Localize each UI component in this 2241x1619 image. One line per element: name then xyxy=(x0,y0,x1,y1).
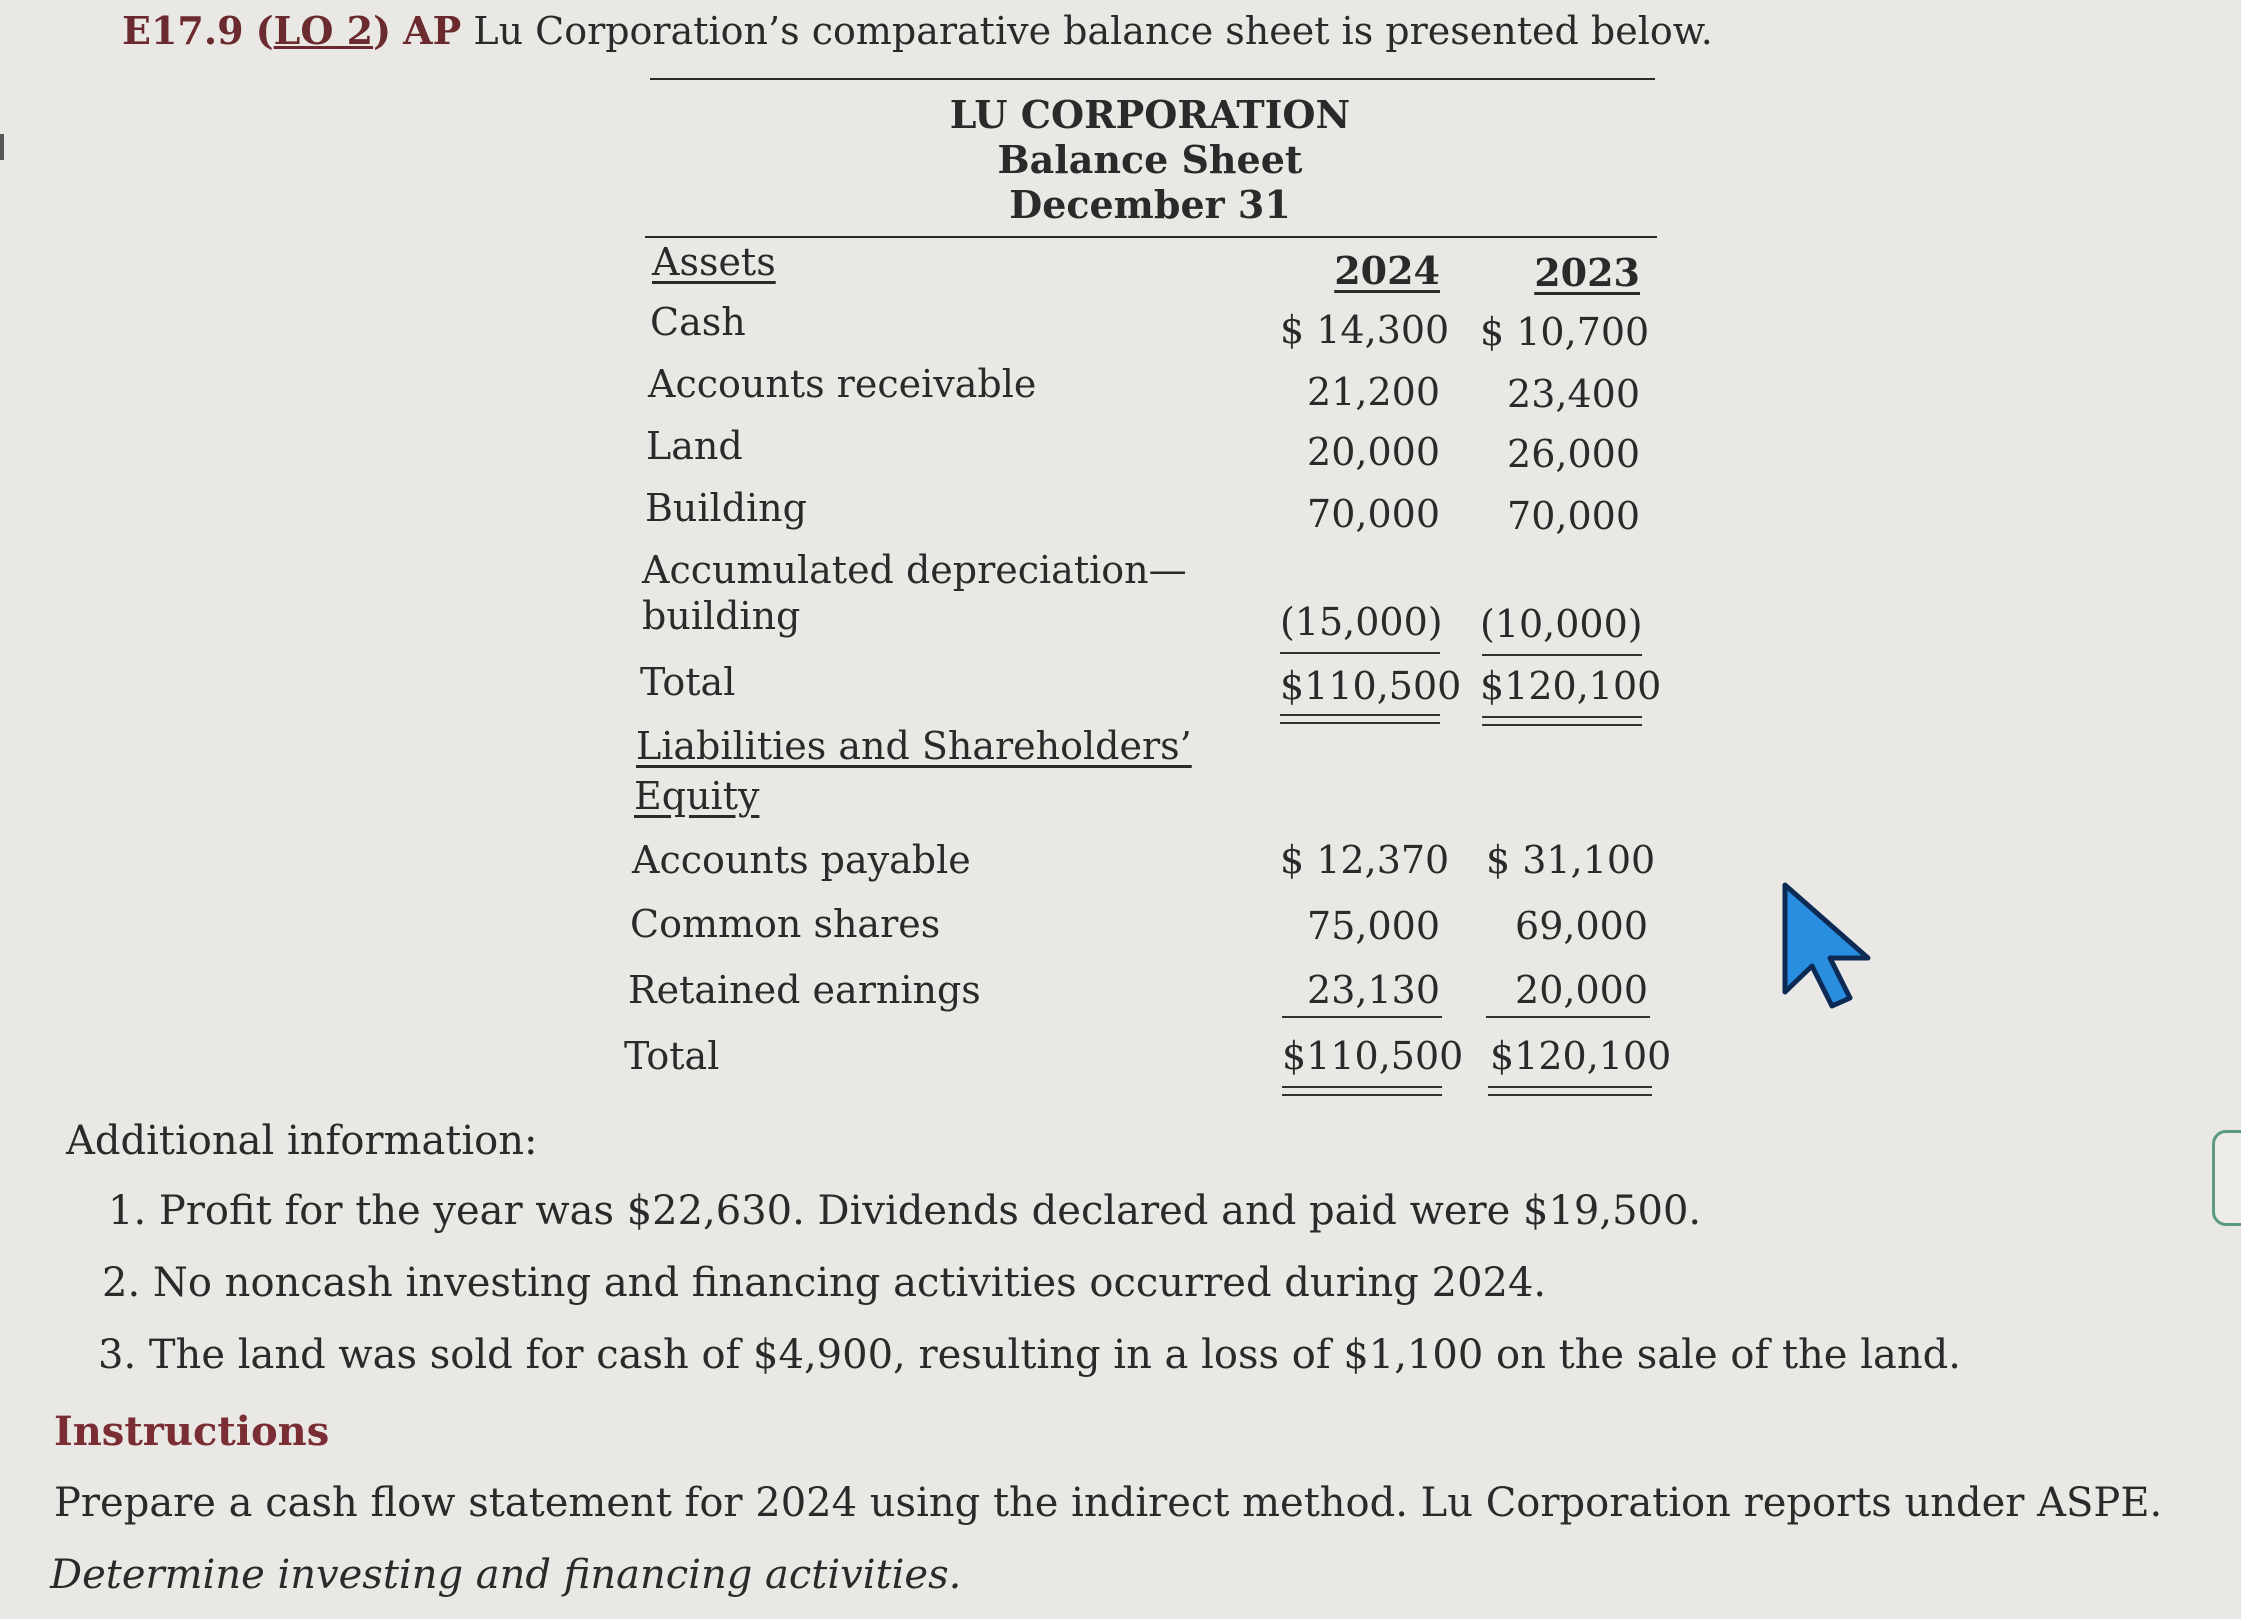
liab-total-label: Total xyxy=(624,1034,720,1078)
additional-item-2: 2. No noncash investing and financing activities occurred during 2024. xyxy=(102,1260,1547,1306)
title-bottom-rule xyxy=(645,236,1657,238)
instructions-title: Instructions xyxy=(54,1408,330,1455)
assets-total-double-line-2024 xyxy=(1280,714,1440,724)
row-ar-2023: 23,400 xyxy=(1507,372,1640,416)
assets-total-2024: $110,500 xyxy=(1280,664,1462,708)
liabilities-header-line1: Liabilities and Shareholders’ xyxy=(636,724,1192,768)
lo-open: ( xyxy=(255,8,274,53)
row-retained-2024: 23,130 xyxy=(1307,968,1440,1012)
statement-date: December 31 xyxy=(1009,182,1291,227)
assets-header: Assets xyxy=(652,240,776,284)
row-common-2024: 75,000 xyxy=(1307,904,1440,948)
table-top-rule xyxy=(650,78,1655,80)
row-ar-2024: 21,200 xyxy=(1307,370,1440,414)
liab-subtotal-line-2024 xyxy=(1282,1016,1442,1018)
row-ap-2023: $ 31,100 xyxy=(1486,838,1656,882)
row-common-label: Common shares xyxy=(630,902,941,946)
assets-total-double-line-2023 xyxy=(1482,716,1642,726)
assets-total-2023: $120,100 xyxy=(1480,664,1662,708)
side-panel-toggle-button[interactable] xyxy=(2212,1130,2241,1226)
exercise-heading xyxy=(122,8,1713,53)
additional-info-title: Additional information: xyxy=(66,1118,538,1164)
row-land-label: Land xyxy=(646,424,743,468)
row-cash-2023: $ 10,700 xyxy=(1480,310,1650,354)
statement-title xyxy=(640,92,1660,227)
row-cash-label: Cash xyxy=(650,300,746,344)
row-land-2024: 20,000 xyxy=(1307,430,1440,474)
exercise-code: E17.9 xyxy=(122,8,244,53)
liabilities-header-line2: Equity xyxy=(634,774,760,818)
learning-objective-link[interactable]: LO 2 xyxy=(273,8,374,53)
year-2023-header: 2023 xyxy=(1534,250,1640,295)
row-cash-2024: $ 14,300 xyxy=(1280,308,1450,352)
row-common-2023: 69,000 xyxy=(1515,904,1648,948)
row-building-label: Building xyxy=(645,486,807,530)
additional-item-3: 3. The land was sold for cash of $4,900, resulting in a loss of $1,100 on the sale of the land. xyxy=(98,1332,1961,1378)
mouse-cursor-icon xyxy=(1780,880,1880,1010)
liab-total-double-line-2023 xyxy=(1488,1086,1652,1096)
row-accdep-2023: (10,000) xyxy=(1480,602,1643,646)
company-name: LU CORPORATION xyxy=(949,92,1351,137)
year-2024-header: 2024 xyxy=(1334,248,1440,293)
row-land-2023: 26,000 xyxy=(1507,432,1640,476)
instructions-line-1: Prepare a cash flow statement for 2024 using the indirect method. Lu Corporation reports under ASPE. xyxy=(54,1480,2163,1526)
instructions-line-2: Determine investing and financing activities. xyxy=(50,1552,962,1598)
row-ap-2024: $ 12,370 xyxy=(1280,838,1450,882)
assets-subtotal-line-2024 xyxy=(1280,652,1440,654)
statement-name: Balance Sheet xyxy=(997,137,1303,182)
additional-item-1: 1. Profit for the year was $22,630. Dividends declared and paid were $19,500. xyxy=(108,1188,1702,1234)
assets-subtotal-line-2023 xyxy=(1482,654,1642,656)
liab-total-2023: $120,100 xyxy=(1490,1034,1672,1078)
lo-close: ) xyxy=(373,8,392,53)
row-ap-label: Accounts payable xyxy=(632,838,971,882)
page-edge-mark xyxy=(0,134,4,160)
row-building-2023: 70,000 xyxy=(1507,494,1640,538)
row-retained-2023: 20,000 xyxy=(1515,968,1648,1012)
ap-tag: AP xyxy=(403,8,462,53)
row-retained-label: Retained earnings xyxy=(628,968,981,1012)
liab-total-2024: $110,500 xyxy=(1282,1034,1464,1078)
row-accdep-2024: (15,000) xyxy=(1280,600,1443,644)
assets-total-label: Total xyxy=(640,660,736,704)
liab-total-double-line-2024 xyxy=(1282,1086,1442,1096)
row-accdep-label-2: building xyxy=(642,594,801,638)
row-ar-label: Accounts receivable xyxy=(648,362,1037,406)
liab-subtotal-line-2023 xyxy=(1486,1016,1650,1018)
row-accdep-label: Accumulated depreciation— xyxy=(642,548,1187,592)
row-building-2024: 70,000 xyxy=(1307,492,1440,536)
exercise-intro: Lu Corporation’s comparative balance sheet is presented below. xyxy=(473,9,1713,53)
